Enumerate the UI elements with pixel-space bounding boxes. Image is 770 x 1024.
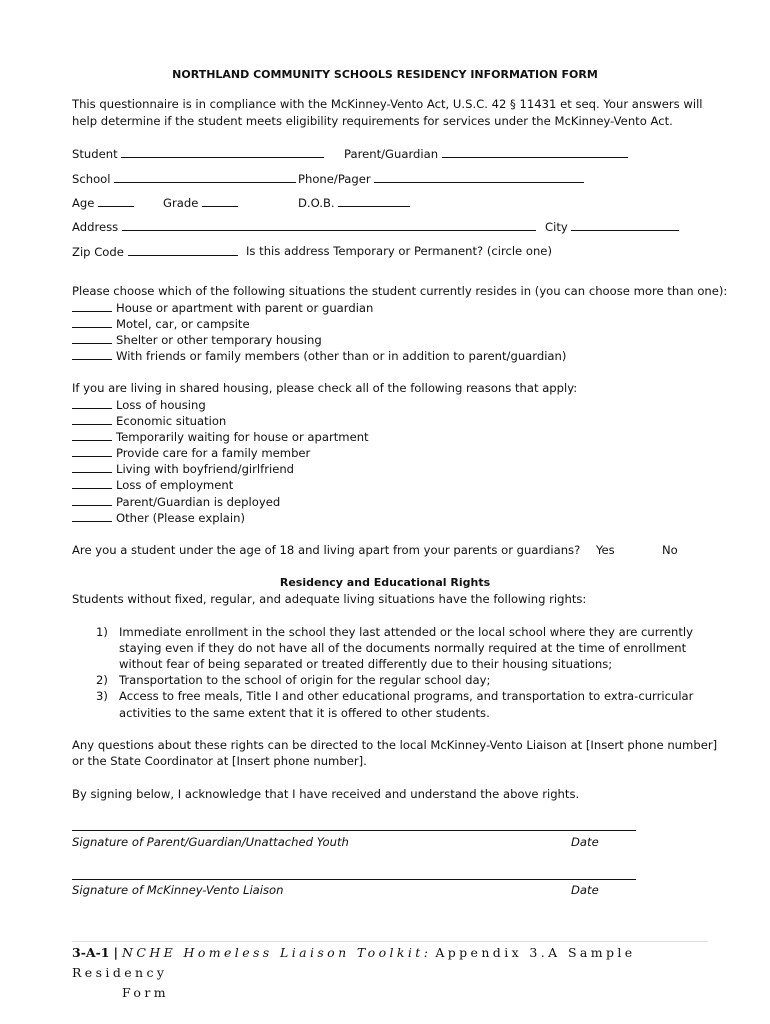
shared-housing-option[interactable]: [72, 494, 369, 510]
footer-rule: [72, 941, 708, 942]
rights-heading: Residency and Educational Rights: [279, 576, 491, 589]
shared-housing-option[interactable]: [72, 413, 369, 429]
right-item-3-line-2: activities to the same extent that it is offered to other students.: [119, 706, 490, 720]
parent-signature-date-label: Date: [571, 835, 599, 849]
liaison-signature-line[interactable]: [72, 879, 636, 880]
age-label: Age: [72, 196, 95, 210]
address-label: Address: [72, 220, 119, 234]
checkbox-line[interactable]: [72, 494, 112, 506]
city-field: [545, 219, 679, 235]
checkbox-line[interactable]: [72, 445, 112, 457]
school-label: School: [72, 172, 111, 186]
intro-line-2: help determine if the student meets eligibility requirements for services under the McKinney-Vento Act.: [72, 114, 673, 128]
shared-housing-option-label: Economic situation: [116, 414, 227, 429]
phone-pager-field: [298, 171, 584, 187]
liaison-signature-date-label: Date: [571, 883, 599, 897]
grade-input-line[interactable]: [202, 195, 238, 207]
zip-code-input-line[interactable]: [128, 244, 238, 256]
age-field: [72, 195, 134, 211]
situations-list: [72, 300, 566, 364]
dob-input-line[interactable]: [338, 195, 410, 207]
situation-option-label: Motel, car, or campsite: [116, 317, 250, 332]
page-footer: [72, 943, 702, 1003]
dob-field: [298, 195, 410, 211]
page-label: 3-A-1: [72, 945, 110, 960]
shared-housing-option[interactable]: [72, 461, 369, 477]
intro-line-1: This questionnaire is in compliance with the McKinney-Vento Act, U.S.C. 42 § 11431 et seq. Your answers will: [72, 97, 703, 111]
shared-housing-option-label: Living with boyfriend/girlfriend: [116, 462, 295, 477]
right-item-3-line-1: Access to free meals, Title I and other educational programs, and transportation to extra-curricular: [119, 689, 694, 703]
situation-option-label: Shelter or other temporary housing: [116, 333, 322, 348]
shared-housing-option[interactable]: [72, 429, 369, 445]
parent-signature-label: Signature of Parent/Guardian/Unattached Youth: [72, 835, 349, 849]
school-input-line[interactable]: [114, 171, 296, 183]
form-title: NORTHLAND COMMUNITY SCHOOLS RESIDENCY INFORMATION FORM: [172, 68, 598, 81]
student-field: [72, 146, 324, 162]
checkbox-line[interactable]: [72, 429, 112, 441]
checkbox-line[interactable]: [72, 332, 112, 344]
school-field: [72, 171, 296, 187]
address-input-line[interactable]: [122, 219, 536, 231]
rights-intro: Students without fixed, regular, and adequate living situations have the following rights:: [72, 592, 587, 606]
shared-housing-option-label: Loss of employment: [116, 478, 234, 493]
temporary-permanent-question[interactable]: Is this address Temporary or Permanent? (circle one): [246, 244, 552, 258]
shared-housing-option[interactable]: [72, 510, 369, 526]
parent-signature-line[interactable]: [72, 830, 636, 831]
student-input-line[interactable]: [121, 146, 324, 158]
situation-option[interactable]: [72, 348, 566, 364]
parent-guardian-field: [344, 146, 628, 162]
liaison-signature-label: Signature of McKinney-Vento Liaison: [72, 883, 284, 897]
right-item-2-line-1: Transportation to the school of origin for the regular school day;: [119, 673, 491, 687]
under-18-question: Are you a student under the age of 18 and living apart from your parents or guardians?: [72, 543, 581, 557]
right-item-1-line-3: without fear of being separated or treated differently due to their housing situations;: [119, 657, 613, 671]
checkbox-line[interactable]: [72, 316, 112, 328]
right-item-1-line-2: staying even if they do not have all of the documents normally required at the time of enrollment: [119, 641, 687, 655]
appendix-title-form: Form: [122, 985, 169, 1000]
zip-code-field: [72, 244, 238, 260]
grade-label: Grade: [163, 196, 199, 210]
zip-code-label: Zip Code: [72, 245, 124, 259]
checkbox-line[interactable]: [72, 461, 112, 473]
phone-pager-input-line[interactable]: [374, 171, 584, 183]
situation-option[interactable]: [72, 300, 566, 316]
under-18-yes-option[interactable]: Yes: [596, 543, 615, 557]
checkbox-line[interactable]: [72, 348, 112, 360]
address-field: [72, 219, 536, 235]
parent-guardian-label: Parent/Guardian: [344, 147, 439, 161]
appendix-title: Appendix 3.A Sample Residency: [72, 945, 636, 980]
toolkit-title: NCHE Homeless Liaison Toolkit:: [122, 945, 432, 960]
situation-option-label: House or apartment with parent or guardian: [116, 301, 374, 315]
footer-separator: |: [113, 945, 119, 960]
situations-prompt: Please choose which of the following situations the student currently resides in (you can choose more than one):: [72, 284, 728, 298]
checkbox-line[interactable]: [72, 300, 112, 312]
right-item-3-number: 3): [96, 689, 108, 703]
shared-housing-option[interactable]: [72, 477, 369, 493]
situation-option-label: With friends or family members (other than or in addition to parent/guardian): [116, 349, 567, 364]
shared-housing-option-label: Loss of housing: [116, 398, 206, 412]
shared-housing-list: [72, 397, 369, 526]
situation-option[interactable]: [72, 332, 566, 348]
right-item-2-number: 2): [96, 673, 108, 687]
checkbox-line[interactable]: [72, 477, 112, 489]
right-item-1-number: 1): [96, 625, 108, 639]
situation-option[interactable]: [72, 316, 566, 332]
questions-line-1: Any questions about these rights can be directed to the local McKinney-Vento Liaison at [Insert phone number]: [72, 738, 718, 752]
right-item-1-line-1: Immediate enrollment in the school they last attended or the local school where they are currently: [119, 625, 693, 639]
city-input-line[interactable]: [571, 219, 679, 231]
checkbox-line[interactable]: [72, 413, 112, 425]
shared-housing-option-label: Other (Please explain): [116, 510, 246, 525]
shared-housing-option-label: Parent/Guardian is deployed: [116, 494, 281, 509]
questions-line-2: or the State Coordinator at [Insert phone number].: [72, 754, 367, 768]
shared-housing-prompt: If you are living in shared housing, please check all of the following reasons that apply:: [72, 381, 578, 395]
parent-guardian-input-line[interactable]: [442, 146, 628, 158]
student-label: Student: [72, 147, 118, 161]
under-18-no-option[interactable]: No: [662, 543, 678, 557]
shared-housing-option[interactable]: [72, 397, 369, 413]
phone-pager-label: Phone/Pager: [298, 172, 371, 186]
shared-housing-option-label: Provide care for a family member: [116, 446, 311, 461]
dob-label: D.O.B.: [298, 196, 335, 210]
acknowledgement-text: By signing below, I acknowledge that I have received and understand the above rights.: [72, 787, 580, 801]
grade-field: [163, 195, 238, 211]
shared-housing-option[interactable]: [72, 445, 369, 461]
shared-housing-option-label: Temporarily waiting for house or apartment: [116, 430, 369, 445]
city-label: City: [545, 220, 568, 234]
checkbox-line[interactable]: [72, 397, 112, 409]
age-input-line[interactable]: [98, 195, 134, 207]
checkbox-line[interactable]: [72, 510, 112, 522]
